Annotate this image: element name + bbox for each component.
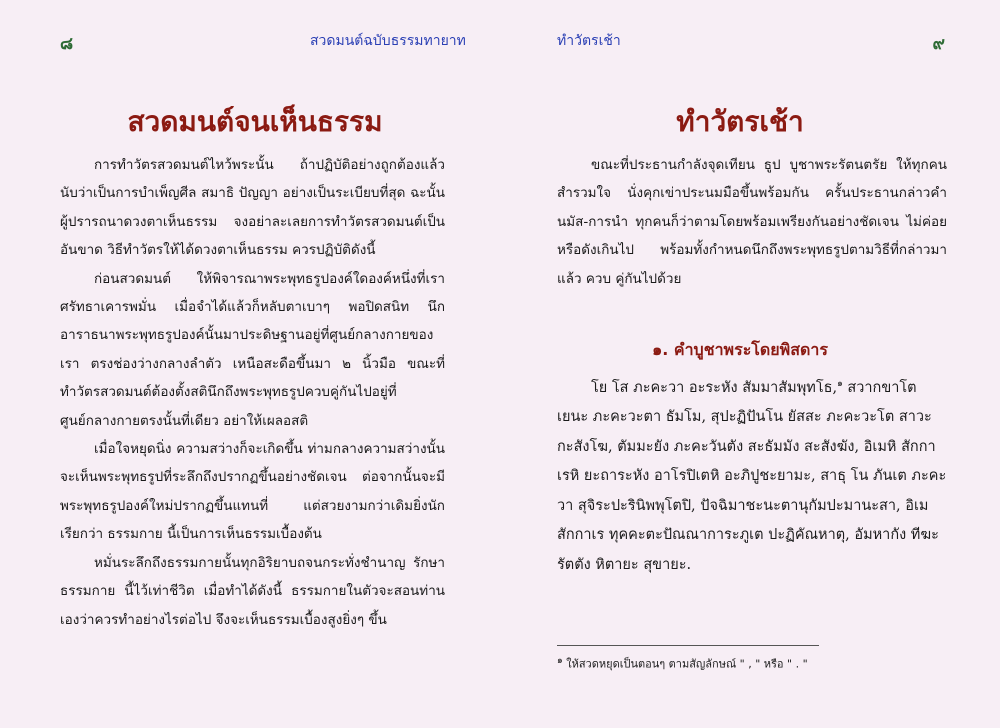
paragraph: ขณะที่ประธานกำลังจุดเทียน ธูป บูชาพระรัตนตรัย ให้ทุกคนสำรวมใจ นั่งคุกเข่าประนมมือขึ้นพร้อมกัน ครั้นประธานกล่าวคำนมัส-การนำ ทุกคนก็ว่าตามโดยพร้อมเพรียงกันอย่างชัดเจน ไม่ค่อยหรือดังเกินไป พร้อมทั้งกำหนดนึกถึงพระพุทธรูปตามวิธีที่กล่าวมาแล้ว ควบ คู่กันไปด้วย xyxy=(557,157,947,287)
right-page xyxy=(500,0,1000,728)
chant-paragraph xyxy=(557,370,947,580)
paragraph: หมั่นระลึกถึงธรรมกายนั้นทุกอิริยาบถจนกระทั่งชำนาญ รักษาธรรมกาย นี้ไว้เท่าชีวิต เมื่อทำได้ดังนี้ ธรรมกายในตัวจะสอนท่านเองว่าควรทำอย่างไรต่อไป จึงจะเห็นธรรมเบื้องสูงยิ่งๆ ขึ้น xyxy=(60,554,445,628)
chapter-title: ทำวัตรเช้า xyxy=(676,105,804,138)
running-header: ทำวัตรเช้า xyxy=(557,33,621,49)
chant-text xyxy=(557,370,947,580)
footnote-text: ให้สวดหยุดเป็นตอนๆ ตามสัญลักษณ์ " , " หรือ " . " xyxy=(566,657,808,671)
page-number: ๘ xyxy=(60,34,74,54)
paragraph: เมื่อใจหยุดนิ่ง ความสว่างก็จะเกิดขึ้น ท่ามกลางความสว่างนั้นจะเห็นพระพุทธรูปที่ระลึกถึงปรากฏขึ้นอย่างชัดเจน ต่อจากนั้นจะมีพระพุทธรูปองค์ใหม่ปรากฏขึ้นแทนที่ แต่สวยงามกว่าเดิมยิ่งนัก เรียกว่า ธรรมกาย นี้เป็นการเห็นธรรมเบื้องต้น xyxy=(60,441,445,543)
footnote-divider xyxy=(557,645,819,646)
running-header: สวดมนต์ฉบับธรรมทายาท xyxy=(310,33,466,49)
chapter-title: สวดมนต์จนเห็นธรรม xyxy=(127,105,383,138)
paragraph: การทำวัตรสวดมนต์ไหว้พระนั้น ถ้าปฏิบัติอย่างถูกต้องแล้ว นับว่าเป็นการบำเพ็ญศีล สมาธิ ปัญญา อย่างเป็นระเบียบที่สุด ฉะนั้นผู้ปรารถนาดวงตาเห็นธรรม จงอย่าละเลยการทำวัตรสวดมนต์เป็นอันขาด วิธีทำวัตรให้ได้ดวงตาเห็นธรรม ควรปฏิบัติดังนี้ xyxy=(60,157,445,259)
chant-line-rest: สวากขาโต เยนะ ภะคะวะตา ธัมโม, สุปะฏิปันโน ยัสสะ ภะคะวะโต สาวะกะสังโฆ, ตัมมะยัง ภะคะวันตัง สะธัมมัง สะสังฆัง, อิเมหิ สักกาเรหิ ยะถาระหัง อาโรปิเตหิ อะภิปูชะยามะ, สาธุ โน ภันเต ภะคะวา สุจิระปะรินิพพุโตปิ, ปัจฉิมาชะนะตานุกัมปะมานะสา, อิเม สักกาเร ทุคคะตะปัณณาการะภูเต ปะฏิคัณหาตุ, อัมหากัง ทีฆะรัตตัง หิตายะ สุขายะ. xyxy=(557,379,947,573)
footnote-mark: ๑ xyxy=(557,656,563,666)
intro-text xyxy=(557,151,947,293)
chant-line-start: โย โส ภะคะวา อะระหัง สัมมาสัมพุทโธ, xyxy=(591,379,838,396)
footnote-mark: ๑ xyxy=(837,379,843,389)
section-heading: ๑. คำบูชาพระโดยพิสดาร xyxy=(652,340,828,359)
body-text xyxy=(60,151,445,634)
paragraph: ก่อนสวดมนต์ ให้พิจารณาพระพุทธรูปองค์ใดองค์หนึ่งที่เราศรัทธาเคารพมั่น เมื่อจำได้แล้วก็หลับตาเบาๆ พอปิดสนิท นึกอาราธนาพระพุทธรูปองค์นั้นมาประดิษฐานอยู่ที่ศูนย์กลางกายของเรา ตรงช่องว่างกลางลำตัว เหนือสะดือขึ้นมา ๒ นิ้วมือ ขณะที่ทำวัตรสวดมนต์ต้องตั้งสตินึกถึงพระพุทธรูปควบคู่กันไปอยู่ที่ศูนย์กลางกายตรงนั้นที่เดียว อย่าให้เผลอสติ xyxy=(60,270,445,429)
page-number: ๙ xyxy=(932,34,945,54)
footnote xyxy=(557,653,808,673)
